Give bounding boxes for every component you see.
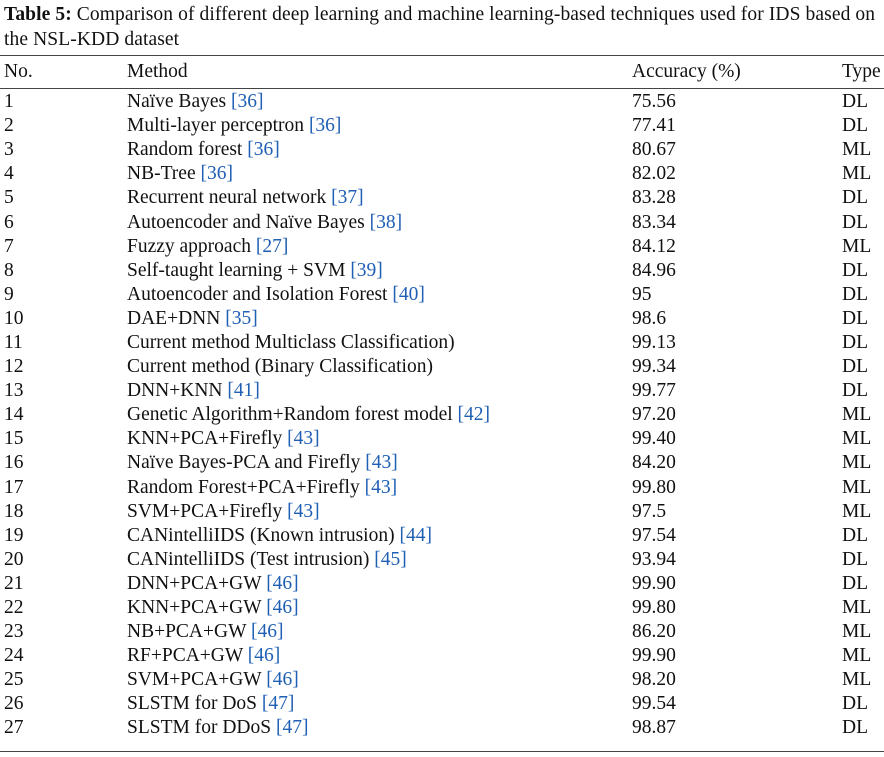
- method-name: SLSTM for DDoS: [127, 717, 276, 739]
- table-row: [0, 331, 884, 355]
- reference-link[interactable]: [47]: [261, 693, 295, 715]
- row-number: 7: [4, 235, 14, 257]
- method-name: KNN+PCA+Firefly: [127, 428, 288, 450]
- row-accuracy: 99.54: [632, 693, 676, 715]
- row-number: 3: [4, 139, 14, 161]
- reference-link[interactable]: [39]: [350, 259, 383, 281]
- row-number: 8: [4, 259, 14, 281]
- table-body: [0, 90, 884, 741]
- reference-link[interactable]: [27]: [255, 235, 289, 257]
- row-method: [127, 620, 632, 644]
- method-name: Random Forest+PCA+Firefly: [127, 476, 365, 498]
- row-number: 5: [4, 187, 14, 209]
- reference-link[interactable]: [37]: [331, 187, 364, 209]
- row-accuracy: 84.96: [632, 259, 676, 281]
- row-number: 22: [4, 597, 24, 619]
- method-name: Self-taught learning + SVM: [127, 259, 351, 281]
- table-row: [0, 524, 884, 548]
- row-type: DL: [842, 717, 868, 739]
- row-number: 21: [4, 572, 24, 594]
- method-name: SVM+PCA+Firefly: [127, 500, 288, 522]
- method-name: KNN+PCA+GW: [127, 597, 267, 619]
- caption-text: Comparison of different deep learning and machine learning-based techniques used for IDS based on the NSL-KDD dataset: [4, 4, 876, 50]
- row-type: ML: [842, 452, 872, 474]
- row-number: 12: [4, 356, 24, 378]
- row-type: ML: [842, 621, 872, 643]
- row-accuracy: 99.80: [632, 476, 676, 498]
- row-type: DL: [842, 331, 868, 353]
- row-accuracy: 98.87: [632, 717, 676, 739]
- method-name: Naïve Bayes-PCA and Firefly: [127, 452, 366, 474]
- row-method: [127, 403, 632, 427]
- row-number: 14: [4, 404, 24, 426]
- reference-link[interactable]: [43]: [287, 428, 320, 450]
- row-type: DL: [842, 259, 868, 281]
- table-row: [0, 210, 884, 234]
- row-type: DL: [842, 211, 868, 233]
- row-method: [127, 500, 632, 524]
- row-number: 2: [4, 115, 14, 137]
- top-rule: [0, 55, 884, 56]
- method-name: CANintelliIDS (Known intrusion): [127, 524, 400, 546]
- method-name: Fuzzy approach: [127, 235, 256, 257]
- row-type: DL: [842, 187, 868, 209]
- table-row: [0, 90, 884, 114]
- row-method: [127, 668, 632, 692]
- reference-link[interactable]: [36]: [200, 163, 233, 185]
- row-method: [127, 524, 632, 548]
- row-method: [127, 283, 632, 307]
- row-method: [127, 716, 632, 740]
- row-type: DL: [842, 548, 868, 570]
- row-type: DL: [842, 524, 868, 546]
- method-name: Random forest: [127, 139, 248, 161]
- row-type: ML: [842, 597, 872, 619]
- reference-link[interactable]: [36]: [308, 115, 342, 137]
- method-name: Multi-layer perceptron: [127, 115, 309, 137]
- header-type: Type: [842, 61, 881, 82]
- method-name: NB-Tree: [127, 163, 201, 185]
- reference-link[interactable]: [46]: [266, 572, 299, 594]
- row-method: [127, 186, 632, 210]
- row-method: [127, 138, 632, 162]
- reference-link[interactable]: [43]: [364, 476, 398, 498]
- row-accuracy: 99.40: [632, 428, 676, 450]
- method-name: Naïve Bayes: [127, 91, 231, 113]
- row-accuracy: 99.34: [632, 356, 676, 378]
- row-accuracy: 97.20: [632, 404, 676, 426]
- table-row: [0, 572, 884, 596]
- table-row: [0, 379, 884, 403]
- row-accuracy: 99.90: [632, 572, 676, 594]
- row-method: [127, 235, 632, 259]
- table-header: [0, 58, 884, 86]
- reference-link[interactable]: [41]: [227, 380, 260, 402]
- row-accuracy: 80.67: [632, 139, 676, 161]
- row-accuracy: 97.5: [632, 500, 667, 522]
- header-no: No.: [4, 61, 33, 82]
- row-type: ML: [842, 669, 872, 691]
- table-row: [0, 283, 884, 307]
- row-number: 27: [4, 717, 24, 739]
- caption-label: Table 5:: [4, 4, 72, 25]
- row-number: 19: [4, 524, 24, 546]
- row-type: DL: [842, 380, 868, 402]
- method-name: Autoencoder and Naïve Bayes: [127, 211, 370, 233]
- row-accuracy: 77.41: [632, 115, 676, 137]
- row-type: DL: [842, 693, 868, 715]
- row-accuracy: 93.94: [632, 548, 676, 570]
- row-accuracy: 82.02: [632, 163, 676, 185]
- row-accuracy: 86.20: [632, 621, 676, 643]
- reference-link[interactable]: [44]: [399, 524, 432, 546]
- row-method: [127, 210, 632, 234]
- table-row: [0, 476, 884, 500]
- method-name: Recurrent neural network: [127, 187, 332, 209]
- row-method: [127, 307, 632, 331]
- method-name: CANintelliIDS (Test intrusion): [127, 548, 375, 570]
- row-number: 13: [4, 380, 24, 402]
- table-row: [0, 596, 884, 620]
- table-caption: [4, 2, 882, 52]
- row-method: [127, 692, 632, 716]
- reference-link[interactable]: [43]: [365, 452, 398, 474]
- row-number: 4: [4, 163, 14, 185]
- method-name: Current method Multiclass Classification): [127, 331, 455, 353]
- row-type: ML: [842, 404, 872, 426]
- method-name: NB+PCA+GW: [127, 621, 252, 643]
- table-row: [0, 259, 884, 283]
- table-row: [0, 500, 884, 524]
- row-accuracy: 84.12: [632, 235, 676, 257]
- row-type: ML: [842, 139, 872, 161]
- header-row: [0, 58, 884, 86]
- row-number: 9: [4, 283, 14, 305]
- reference-link[interactable]: [45]: [374, 548, 407, 570]
- row-type: ML: [842, 476, 872, 498]
- row-number: 16: [4, 452, 24, 474]
- method-name: Autoencoder and Isolation Forest: [127, 283, 393, 305]
- row-number: 25: [4, 669, 24, 691]
- row-method: [127, 596, 632, 620]
- row-accuracy: 84.20: [632, 452, 676, 474]
- table-row: [0, 235, 884, 259]
- row-accuracy: 99.80: [632, 597, 676, 619]
- row-method: [127, 331, 632, 355]
- row-number: 20: [4, 548, 24, 570]
- method-name: Genetic Algorithm+Random forest model: [127, 404, 458, 426]
- row-accuracy: 83.34: [632, 211, 676, 233]
- row-method: [127, 259, 632, 283]
- table-row: [0, 548, 884, 572]
- reference-link[interactable]: [38]: [369, 211, 403, 233]
- table-row: [0, 138, 884, 162]
- method-name: SLSTM for DoS: [127, 693, 262, 715]
- reference-link[interactable]: [36]: [247, 139, 280, 161]
- table-row: [0, 114, 884, 138]
- row-method: [127, 427, 632, 451]
- row-type: ML: [842, 163, 872, 185]
- row-method: [127, 379, 632, 403]
- row-type: ML: [842, 500, 872, 522]
- table-row: [0, 355, 884, 379]
- method-name: Current method (Binary Classification): [127, 356, 433, 378]
- reference-link[interactable]: [46]: [251, 621, 284, 643]
- method-name: RF+PCA+GW: [127, 645, 248, 667]
- row-accuracy: 98.6: [632, 307, 667, 329]
- reference-link[interactable]: [46]: [266, 597, 299, 619]
- bottom-rule: [0, 751, 884, 752]
- reference-link[interactable]: [47]: [275, 717, 309, 739]
- row-number: 17: [4, 476, 24, 498]
- row-type: DL: [842, 572, 868, 594]
- header-rule: [0, 88, 884, 89]
- row-method: [127, 476, 632, 500]
- row-type: ML: [842, 428, 872, 450]
- table-row: [0, 427, 884, 451]
- row-accuracy: 95: [632, 283, 652, 305]
- row-method: [127, 90, 632, 114]
- row-type: ML: [842, 645, 872, 667]
- table-row: [0, 403, 884, 427]
- table-row: [0, 451, 884, 475]
- method-name: DAE+DNN: [127, 307, 226, 329]
- reference-link[interactable]: [42]: [457, 404, 491, 426]
- table-row: [0, 620, 884, 644]
- row-method: [127, 451, 632, 475]
- row-method: [127, 114, 632, 138]
- row-type: DL: [842, 307, 868, 329]
- table-row: [0, 716, 884, 740]
- table-row: [0, 644, 884, 668]
- row-number: 11: [4, 331, 23, 353]
- row-accuracy: 99.90: [632, 645, 676, 667]
- header-method: Method: [127, 61, 188, 82]
- row-accuracy: 98.20: [632, 669, 676, 691]
- comparison-table: [0, 90, 884, 741]
- row-number: 6: [4, 211, 14, 233]
- row-type: DL: [842, 283, 868, 305]
- row-number: 23: [4, 621, 24, 643]
- reference-link[interactable]: [40]: [392, 283, 425, 305]
- row-number: 18: [4, 500, 24, 522]
- row-method: [127, 644, 632, 668]
- row-type: ML: [842, 235, 872, 257]
- row-method: [127, 162, 632, 186]
- row-type: DL: [842, 91, 868, 113]
- reference-link[interactable]: [46]: [266, 669, 299, 691]
- reference-link[interactable]: [36]: [230, 91, 264, 113]
- header-accuracy: Accuracy (%): [632, 61, 741, 82]
- row-number: 26: [4, 693, 24, 715]
- table-row: [0, 186, 884, 210]
- row-method: [127, 572, 632, 596]
- row-accuracy: 97.54: [632, 524, 676, 546]
- reference-link[interactable]: [43]: [287, 500, 320, 522]
- row-type: DL: [842, 356, 868, 378]
- row-method: [127, 355, 632, 379]
- row-number: 24: [4, 645, 24, 667]
- table-row: [0, 692, 884, 716]
- reference-link[interactable]: [35]: [225, 307, 258, 329]
- row-number: 10: [4, 307, 24, 329]
- row-accuracy: 83.28: [632, 187, 676, 209]
- row-number: 15: [4, 428, 24, 450]
- table-row: [0, 162, 884, 186]
- row-method: [127, 548, 632, 572]
- table-row: [0, 668, 884, 692]
- reference-link[interactable]: [46]: [247, 645, 281, 667]
- method-name: SVM+PCA+GW: [127, 669, 267, 691]
- method-name: DNN+PCA+GW: [127, 572, 267, 594]
- row-accuracy: 99.77: [632, 380, 676, 402]
- row-accuracy: 75.56: [632, 91, 676, 113]
- table-row: [0, 307, 884, 331]
- method-name: DNN+KNN: [127, 380, 228, 402]
- row-type: DL: [842, 115, 868, 137]
- row-accuracy: 99.13: [632, 331, 676, 353]
- row-number: 1: [4, 91, 14, 113]
